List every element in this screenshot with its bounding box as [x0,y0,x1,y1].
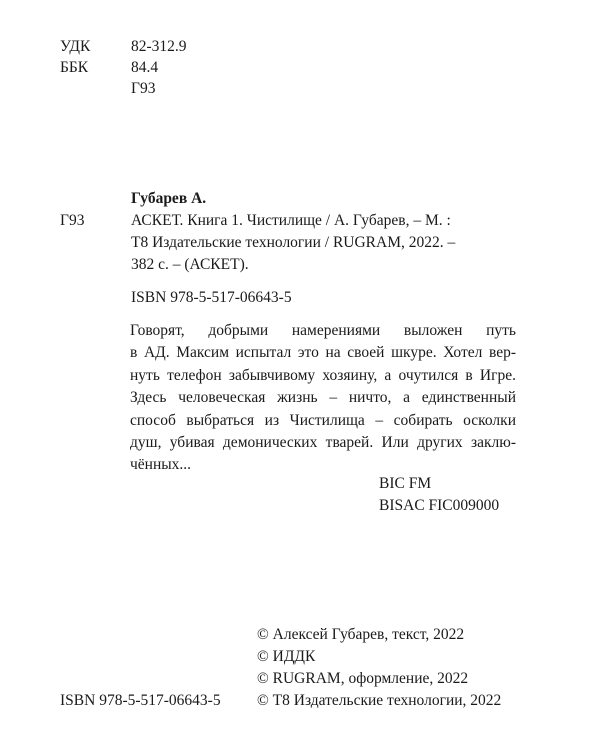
annotation-line: Здесь человеческая жизнь – ничто, а единственный [130,389,516,407]
record-isbn: ISBN 978-5-517-06643-5 [131,289,292,306]
udk-label: УДК [60,38,91,55]
copyright-line: © ИДДК [257,648,316,665]
author-heading: Губарев А. [131,190,207,207]
annotation-line: в АД. Максим испытал это на своей шкуре. Хотел вер- [130,344,516,362]
author-sign: Г93 [131,80,156,97]
annotation-line: способ выбраться из Чистилища – собирать осколки [130,411,516,429]
copyright-line: © RUGRAM, оформление, 2022 [257,670,469,687]
copyright-line: © Алексей Губарев, текст, 2022 [257,626,465,643]
copyright-isbn: ISBN 978-5-517-06643-5 [60,692,221,709]
record-line: 382 с. – (АСКЕТ). [131,256,249,273]
bbk-value: 84.4 [131,59,159,76]
udk-value: 82-312.9 [131,38,187,55]
bbk-label: ББК [60,59,89,76]
annotation-line: нуть телефон забывчивому хозяину, а очутился в Игре. [130,366,516,384]
annotation-line: Говорят, добрыми намерениями выложен путь [130,322,516,339]
bisac-code: BISAC FIC009000 [379,497,500,514]
annotation-line: чённых... [130,456,192,474]
annotation [130,320,516,477]
record-line: Т8 Издательские технологии / RUGRAM, 2022. – [131,234,456,251]
bic-code: BIC FM [379,475,432,492]
record-line: АСКЕТ. Книга 1. Чистилище / А. Губарев, – М. : [131,212,451,229]
copyright-line: © Т8 Издательские технологии, 2022 [257,692,502,709]
annotation-line: душ, убивая демонических тварей. Или других заклю- [130,434,516,452]
record-sign: Г93 [60,212,85,229]
